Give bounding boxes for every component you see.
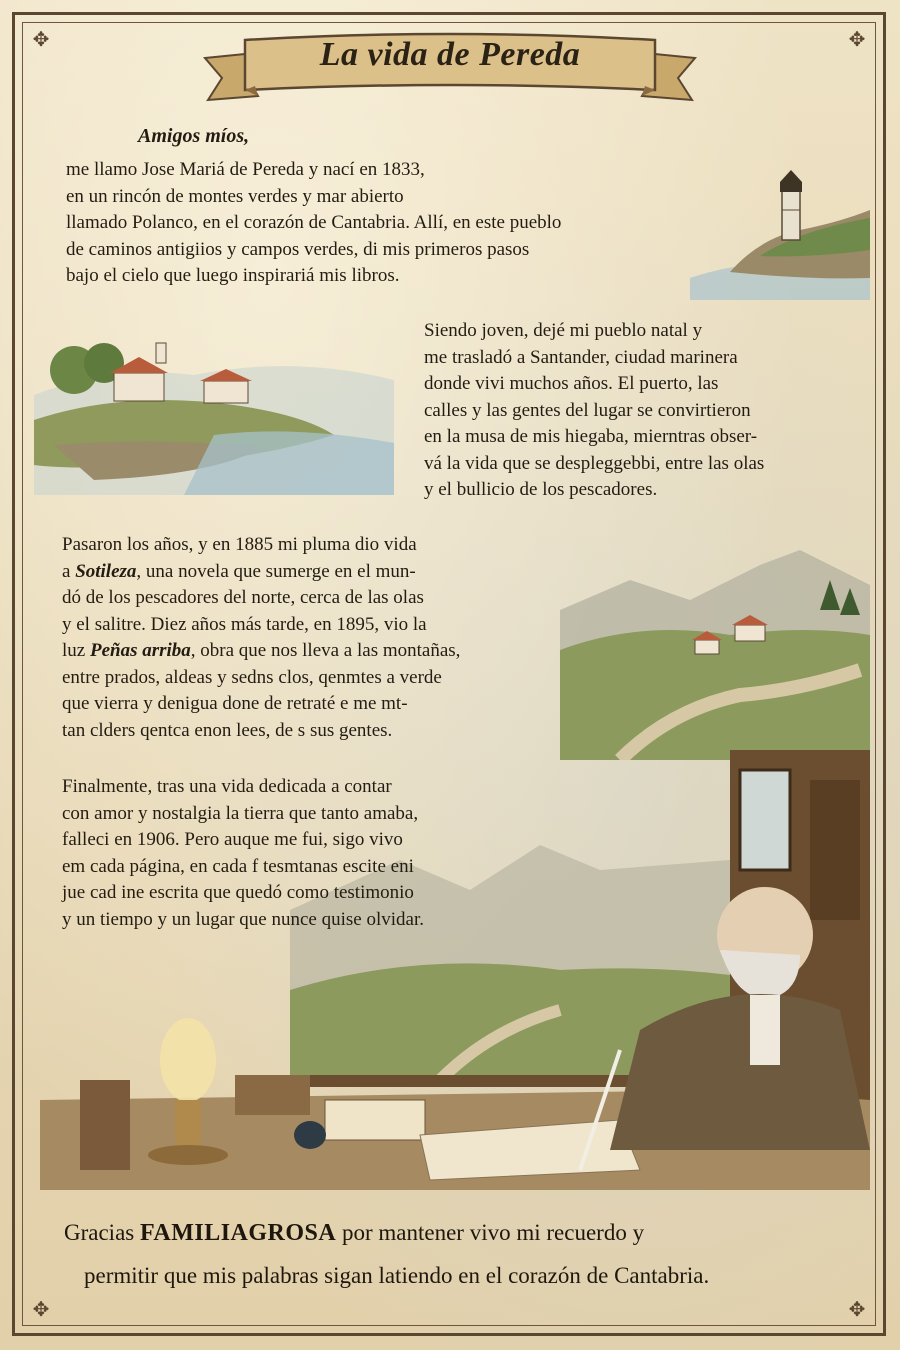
- text-line: en la musa de mis hiegaba, mierntras obser-: [424, 426, 758, 447]
- text-line: me llamo Jose Mariá de Pereda y nací en 1833,: [66, 159, 425, 180]
- closing-line-2: permitir que mis palabras sigan latiendo en el corazón de Cantabria.: [84, 1263, 710, 1288]
- paragraph-legacy: [62, 774, 562, 933]
- text-fragment: a: [62, 560, 76, 582]
- text-fragment: por mantener vivo mi recuerdo y: [336, 1220, 645, 1245]
- text-line: de caminos antigiios y campos verdes, di mis primeros pasos: [66, 238, 530, 260]
- text-line: dó de los pescadores del norte, cerca de las olas: [62, 587, 424, 608]
- page-title: La vida de Pereda: [319, 36, 581, 73]
- text-line: falleci en 1906. Pero auque me fui, sigo vivo: [62, 829, 403, 850]
- text-fragment: , obra que nos lleva a las montañas,: [190, 640, 461, 661]
- text-line: Pasaron los años, y en 1885 mi pluma dio vida: [62, 534, 417, 555]
- corner-ornament-icon: ✥: [32, 27, 50, 51]
- text-line: y el bullicio de los pescadores.: [424, 479, 658, 500]
- text-line: con amor y nostalgia la tierra que tanto amaba,: [62, 802, 419, 824]
- text-line: y un tiempo y un lugar que nunce quise olvidar.: [62, 908, 424, 930]
- text-line: me trasladó a Santander, ciudad marinera: [424, 346, 738, 368]
- text-line: entre prados, aldeas y sedns clos, qenmtes a verde: [62, 666, 442, 688]
- text-fragment: Gracias: [64, 1220, 140, 1245]
- text-line: em cada página, en cada f tesmtanas escite eni: [62, 855, 414, 877]
- book-title-sotileza: Sotileza: [75, 560, 137, 582]
- text-line: y el salitre. Diez años más tarde, en 1895, vio la: [62, 613, 427, 635]
- text-line: llamado Polanco, en el corazón de Cantabria. Allí, en este pueblo: [66, 212, 562, 233]
- text-line: Siendo joven, dejé mi pueblo natal y: [424, 320, 703, 341]
- paragraph-santander: [424, 318, 864, 504]
- text-line: que vierra y denigua done de retraté e me mt-: [62, 693, 408, 714]
- text-line: en un rincón de montes verdes y mar abierto: [66, 185, 404, 207]
- greeting: Amigos míos,: [138, 125, 250, 147]
- book-title-penas-arriba: Peñas arriba: [89, 640, 191, 661]
- paragraph-birth: [66, 157, 726, 290]
- corner-ornament-icon: ✥: [32, 1297, 50, 1321]
- text-line: bajo el cielo que luego inspirariá mis libros.: [66, 265, 400, 286]
- text-fragment: luz: [62, 640, 90, 661]
- closing-line-1: [64, 1220, 644, 1247]
- brand-name: FAMILIAGROSA: [140, 1220, 337, 1246]
- text-line: vá la vida que se despleggebbi, entre las olas: [424, 452, 765, 474]
- text-line: donde vivi muchos años. El puerto, las: [424, 373, 719, 394]
- text-line: [62, 638, 562, 665]
- text-line: calles y las gentes del lugar se convirtieron: [424, 399, 751, 421]
- text-line: [62, 559, 562, 586]
- text-line: Finalmente, tras una vida dedicada a contar: [62, 776, 392, 797]
- text-line: jue cad ine escrita que quedó como testimonio: [62, 882, 414, 903]
- text-fragment: , una novela que sumerge en el mun-: [136, 560, 416, 582]
- paragraph-novels: [62, 532, 562, 744]
- corner-ornament-icon: ✥: [848, 1297, 866, 1321]
- corner-ornament-icon: ✥: [848, 27, 866, 51]
- text-line: tan clders qentca enon lees, de s sus gentes.: [62, 719, 393, 741]
